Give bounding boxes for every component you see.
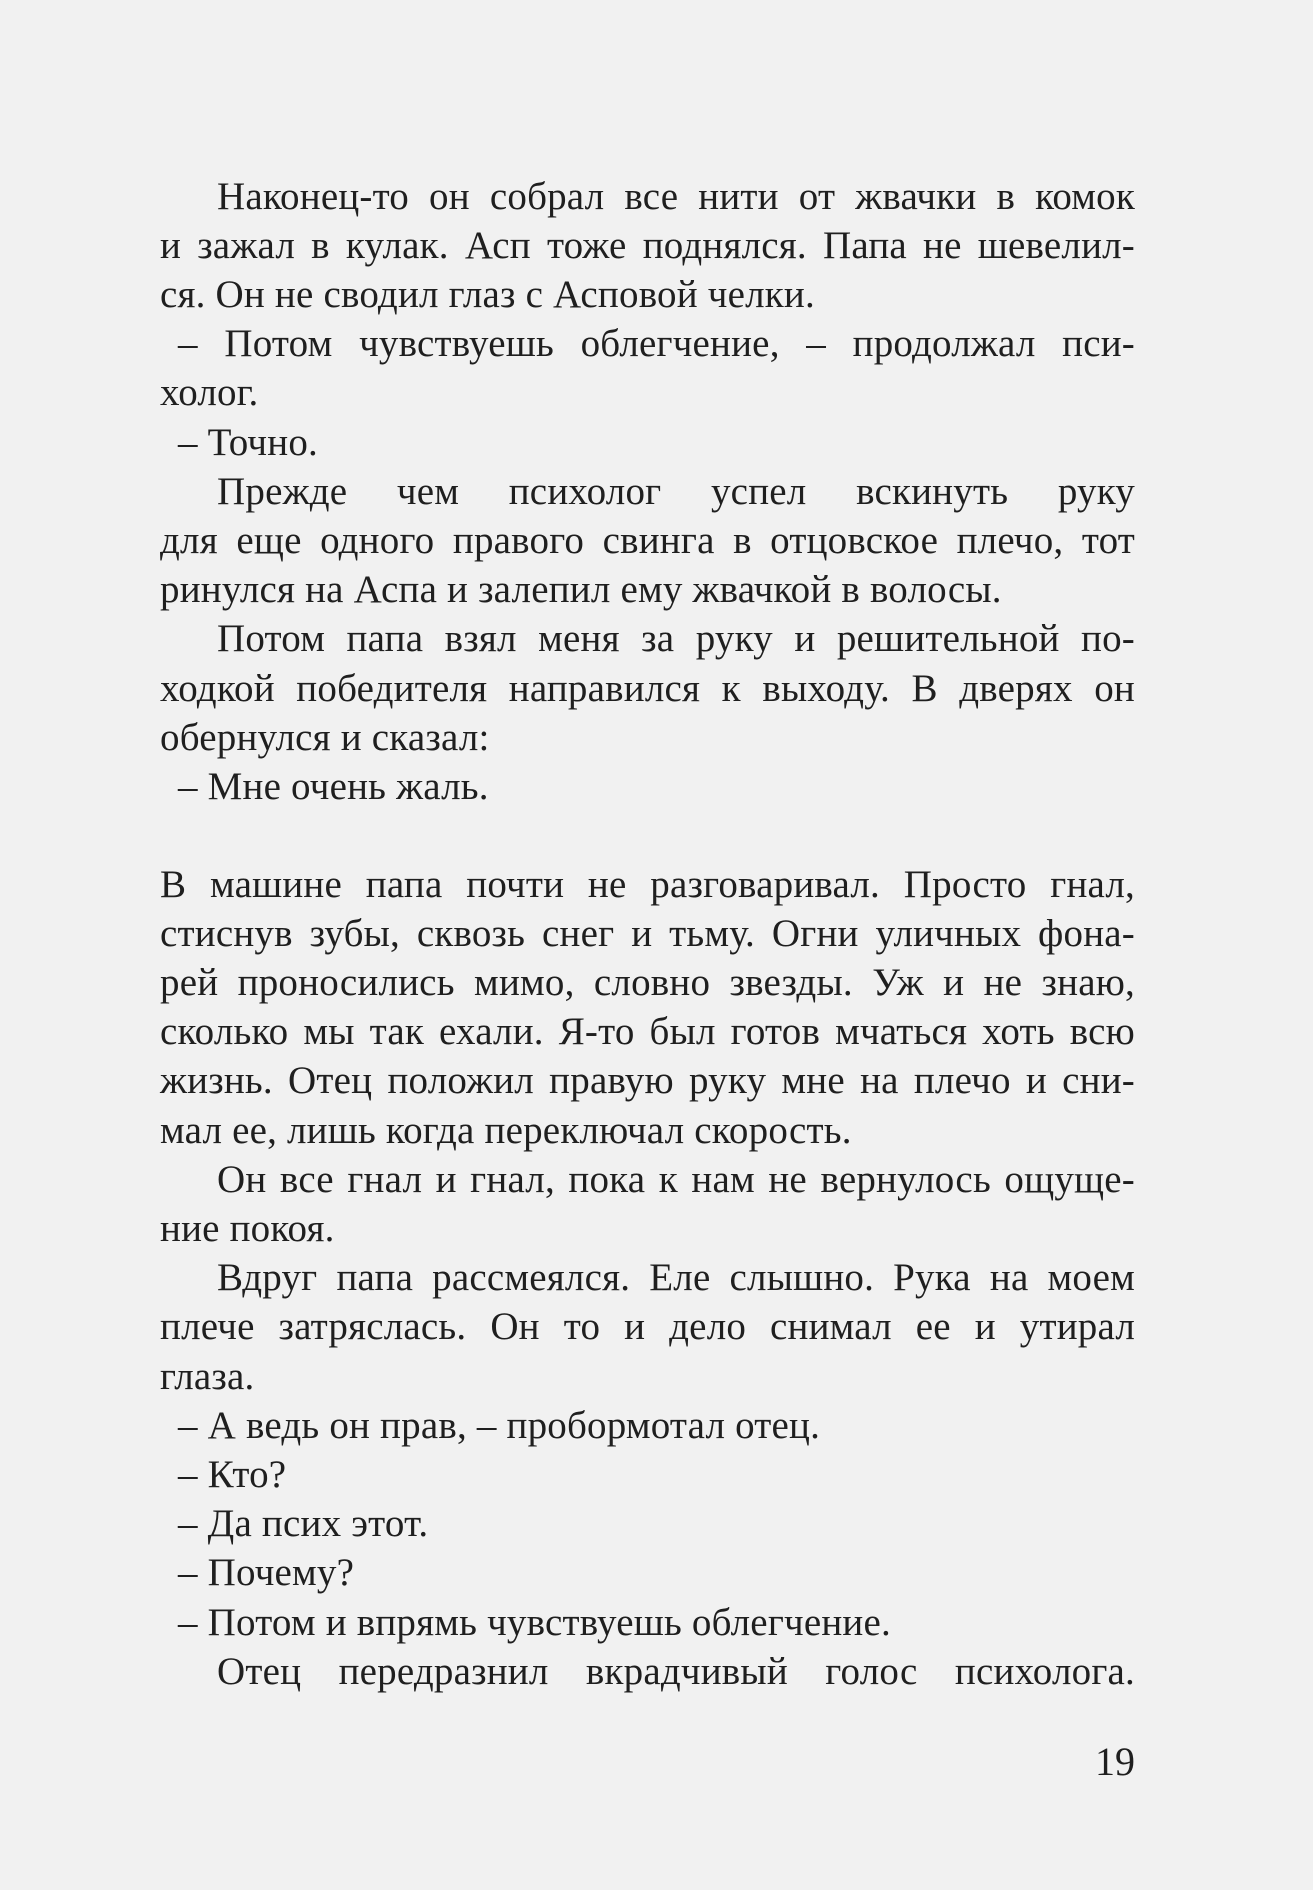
text-line: мал ее, лишь когда переключал скорость. bbox=[160, 1109, 852, 1152]
text-line: плече затряслась. Он то и дело снимал ее и утирал bbox=[160, 1305, 1135, 1348]
text-line: ринулся на Аспа и залепил ему жвачкой в волосы. bbox=[160, 568, 1002, 611]
text-line: – Кто? bbox=[178, 1453, 287, 1496]
text-line: ся. Он не сводил глаз с Асповой челки. bbox=[160, 273, 815, 316]
text-line: холог. bbox=[160, 371, 259, 414]
text-line: – Почему? bbox=[178, 1551, 355, 1594]
text-line: – Да псих этот. bbox=[178, 1502, 429, 1545]
text-line: сколько мы так ехали. Я-то был готов мчаться хоть всю bbox=[160, 1010, 1135, 1053]
text-line: рей проносились мимо, словно звезды. Уж и не знаю, bbox=[160, 961, 1135, 1004]
page-number: 19 bbox=[1095, 1739, 1135, 1784]
text-line: ходкой победителя направился к выходу. В дверях он bbox=[160, 667, 1135, 710]
text-line: для еще одного правого свинга в отцовское плечо, тот bbox=[160, 519, 1135, 562]
text-line: – Потом и впрямь чувствуешь облегчение. bbox=[178, 1601, 891, 1644]
text-line: стиснув зубы, сквозь снег и тьму. Огни уличных фона- bbox=[160, 912, 1135, 955]
text-line: – Мне очень жаль. bbox=[178, 765, 489, 808]
text-line: Наконец-то он собрал все нити от жвачки в комок bbox=[217, 175, 1135, 218]
text-line: жизнь. Отец положил правую руку мне на плечо и сни- bbox=[160, 1059, 1135, 1102]
text-line: ние покоя. bbox=[160, 1207, 335, 1250]
text-line: В машине папа почти не разговаривал. Просто гнал, bbox=[160, 863, 1135, 906]
text-line: Потом папа взял меня за руку и решительной по- bbox=[217, 617, 1135, 660]
text-line: Он все гнал и гнал, пока к нам не вернулось ощуще- bbox=[217, 1158, 1135, 1201]
text-line: обернулся и сказал: bbox=[160, 716, 490, 759]
text-line: – А ведь он прав, – пробормотал отец. bbox=[178, 1404, 821, 1447]
text-line: глаза. bbox=[160, 1355, 255, 1398]
text-line: Вдруг папа рассмеялся. Еле слышно. Рука на моем bbox=[217, 1256, 1135, 1299]
text-line: Прежде чем психолог успел вскинуть руку bbox=[217, 470, 1135, 513]
text-line: – Потом чувствуешь облегчение, – продолжал пси- bbox=[178, 322, 1135, 365]
text-line: и зажал в кулак. Асп тоже поднялся. Папа не шевелил- bbox=[160, 224, 1135, 267]
text-line: – Точно. bbox=[178, 421, 318, 464]
text-line: Отец передразнил вкрадчивый голос психолога. bbox=[217, 1650, 1135, 1693]
